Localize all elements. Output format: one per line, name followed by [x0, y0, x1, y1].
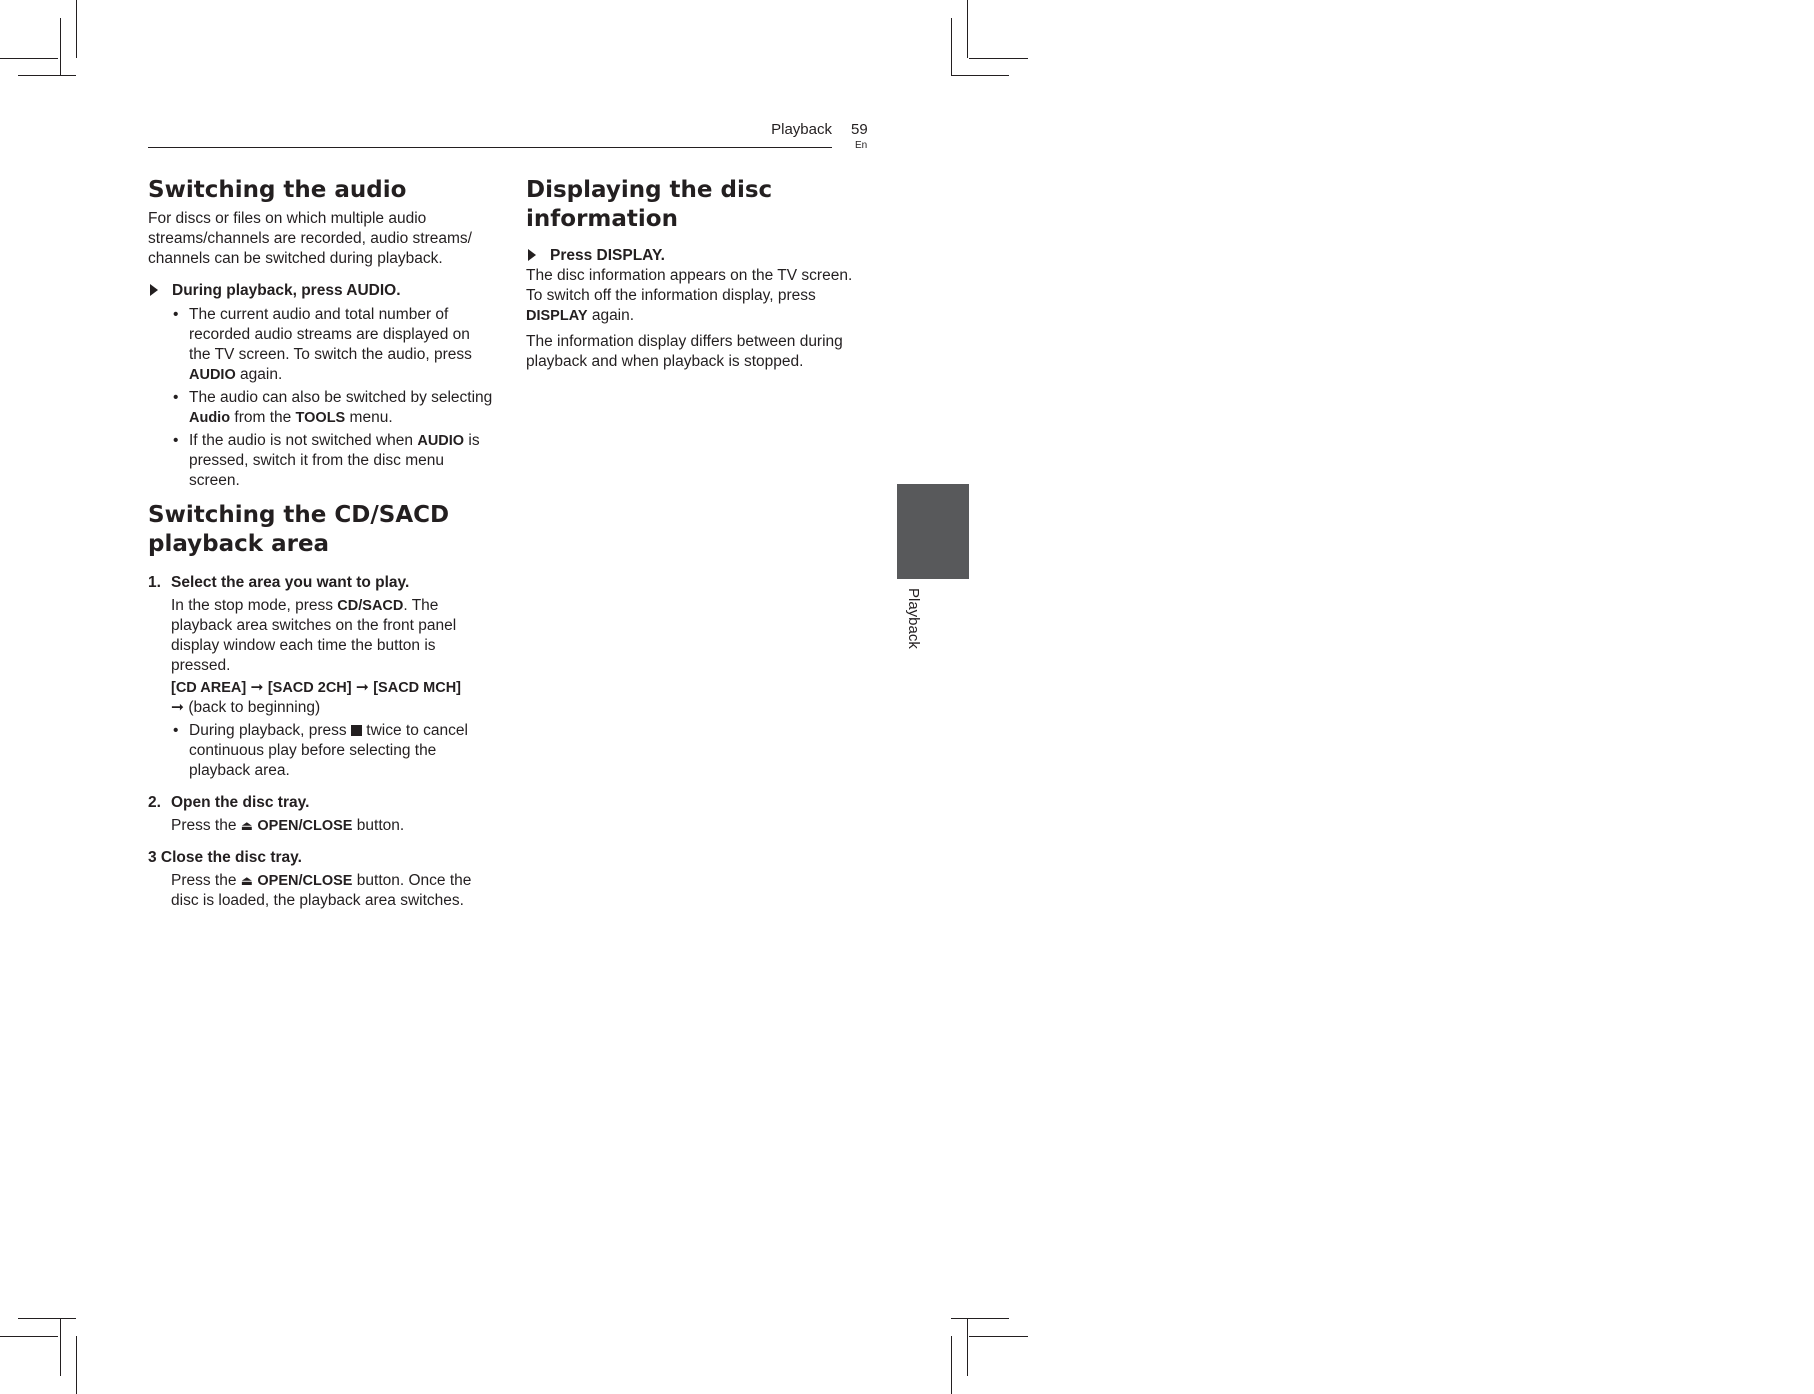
- section-switching-audio: [148, 176, 493, 491]
- numbered-step: 1. Select the area you want to play.: [148, 574, 410, 591]
- crop-mark: [18, 75, 76, 76]
- step-instruction: During playback, press AUDIO.: [148, 281, 493, 301]
- bullet-icon: •: [173, 389, 179, 406]
- chapter-label: Playback: [905, 588, 922, 649]
- list-item: • During playback, press twice to cancel continuous play before selecting the playback area.: [173, 722, 468, 779]
- body-paragraph: The information display differs between during playback and when playback is stopped.: [526, 333, 843, 370]
- crop-mark: [951, 1336, 952, 1394]
- crop-mark: [0, 1336, 58, 1337]
- step-body: Press the ⏏ OPEN/CLOSE button.: [171, 817, 405, 834]
- area-sequence: [CD AREA] ➞ [SACD 2CH] ➞ [SACD MCH] ➞ (back to beginning): [171, 679, 462, 716]
- right-column: [526, 176, 871, 372]
- triangle-bullet-icon: [528, 249, 536, 261]
- crop-mark: [76, 1336, 77, 1394]
- crop-mark: [951, 1318, 1009, 1319]
- bullet-icon: •: [173, 306, 179, 323]
- left-column: [148, 176, 493, 911]
- step-number: 2.: [148, 794, 161, 811]
- crop-mark: [60, 18, 61, 76]
- crop-mark: [0, 58, 58, 59]
- crop-mark: [969, 1336, 1028, 1337]
- arrow-right-icon: ➞: [171, 699, 184, 716]
- section-displaying-disc-info: [526, 176, 871, 372]
- list-item: • The current audio and total number of recorded audio streams are displayed on the TV screen. To switch the audio, press AUDIO again.: [173, 306, 472, 383]
- page-number: 59: [851, 121, 868, 138]
- section-heading: Displaying the disc information: [526, 177, 773, 232]
- crop-mark: [967, 0, 968, 58]
- crop-mark: [969, 58, 1028, 59]
- bullet-icon: •: [173, 722, 179, 739]
- numbered-step: 2. Open the disc tray.: [148, 794, 310, 811]
- section-heading: Switching the audio: [148, 177, 407, 203]
- step-body: Press the ⏏ OPEN/CLOSE button. Once the disc is loaded, the playback area switches.: [171, 872, 472, 909]
- crop-mark: [18, 1318, 76, 1319]
- eject-icon: ⏏: [240, 818, 254, 833]
- triangle-bullet-icon: [150, 284, 158, 296]
- step-instruction: Press DISPLAY.: [526, 246, 871, 266]
- eject-icon: ⏏: [240, 873, 254, 888]
- body-paragraph: The disc information appears on the TV screen. To switch off the information display, press DISPLAY again.: [526, 267, 853, 324]
- section-switching-sacd: [148, 501, 493, 911]
- stop-icon: [351, 725, 362, 736]
- step-body: In the stop mode, press CD/SACD. The playback area switches on the front panel display window each time the button is pressed.: [171, 597, 457, 674]
- chapter-number: 4: [1804, 552, 1814, 572]
- page-language: En: [855, 140, 868, 151]
- list-item: • If the audio is not switched when AUDIO is pressed, switch it from the disc menu screen.: [173, 432, 480, 489]
- section-heading: Switching the CD/SACD playback area: [148, 502, 450, 557]
- header-rule: [148, 147, 832, 148]
- step-number: 1.: [148, 574, 161, 591]
- running-header: Playback: [771, 121, 832, 138]
- crop-mark: [951, 75, 1009, 76]
- list-item: • The audio can also be switched by selecting Audio from the TOOLS menu.: [173, 389, 493, 426]
- bullet-icon: •: [173, 432, 179, 449]
- crop-mark: [76, 0, 77, 58]
- crop-mark: [951, 18, 952, 76]
- chapter-tab: [897, 484, 1814, 579]
- arrow-right-icon: ➞: [250, 679, 264, 696]
- crop-mark: [967, 1318, 968, 1376]
- numbered-step: 3 Close the disc tray.: [148, 849, 302, 866]
- arrow-right-icon: ➞: [355, 679, 369, 696]
- intro-paragraph: For discs or files on which multiple audio streams/channels are recorded, audio streams/ channels can be switched during playback.: [148, 210, 472, 267]
- crop-mark: [60, 1318, 61, 1376]
